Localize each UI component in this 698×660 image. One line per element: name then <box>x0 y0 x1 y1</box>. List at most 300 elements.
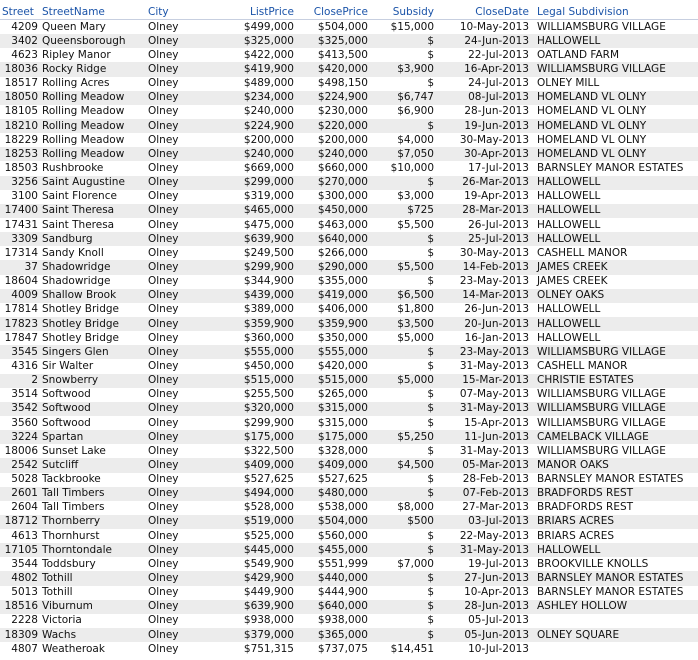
cell-street-name: Tothill <box>40 571 146 585</box>
cell-city: Olney <box>148 642 179 655</box>
cell-street-name: Saint Augustine <box>40 176 146 190</box>
cell-close-price: $515,000 <box>296 374 370 388</box>
cell-close-price: $480,000 <box>296 487 370 501</box>
table-row <box>0 161 698 175</box>
cell-street-number: 2228 <box>11 614 38 627</box>
cell-close-date: 16-Apr-2013 <box>436 62 531 76</box>
cell-list-price: $234,000 <box>198 91 296 105</box>
cell-subsidy: $ <box>370 628 436 642</box>
cell-list-price: $669,000 <box>243 161 294 174</box>
cell-subsidy: $ <box>427 359 434 372</box>
header-legal-subdivision[interactable]: Legal Subdivision <box>531 5 698 20</box>
table-row <box>0 232 698 246</box>
cell-list-price: $422,000 <box>243 48 294 61</box>
cell-street-name: Rolling Acres <box>42 77 110 90</box>
cell-subsidy: $6,747 <box>370 91 436 105</box>
cell-list-price: $379,000 <box>198 628 296 642</box>
cell-legal-subdivision: HALLOWELL <box>537 331 601 344</box>
cell-close-price: $240,000 <box>296 147 370 161</box>
cell-close-price: $220,000 <box>296 119 370 133</box>
cell-close-date: 19-Jul-2013 <box>468 557 529 570</box>
cell-close-price: $328,000 <box>317 444 368 457</box>
cell-close-date: 10-May-2013 <box>459 20 529 33</box>
cell-subsidy: $725 <box>370 204 436 218</box>
table-row <box>0 416 698 430</box>
cell-list-price: $319,000 <box>243 190 294 203</box>
cell-city: Olney <box>146 430 198 444</box>
cell-street-name: Queensborough <box>40 34 146 48</box>
cell-close-price: $504,000 <box>296 515 370 529</box>
cell-close-price: $355,000 <box>317 275 368 288</box>
cell-close-price: $224,900 <box>296 91 370 105</box>
cell-legal-subdivision: HOMELAND VL OLNY <box>531 147 698 161</box>
cell-street-name: Shotley Bridge <box>42 303 120 316</box>
table-row <box>0 402 698 416</box>
cell-legal-subdivision: HALLOWELL <box>531 317 698 331</box>
cell-list-price: $175,000 <box>198 430 296 444</box>
cell-legal-subdivision: CAMELBACK VILLAGE <box>531 430 698 444</box>
cell-legal-subdivision: WILLIAMSBURG VILLAGE <box>537 388 666 401</box>
cell-close-price: $230,000 <box>317 105 368 118</box>
table-row <box>0 571 698 585</box>
cell-subsidy: $ <box>370 600 436 614</box>
cell-list-price: $255,500 <box>243 388 294 401</box>
cell-street-number: 2 <box>0 374 40 388</box>
cell-city: Olney <box>146 204 198 218</box>
cell-street-number: 17400 <box>0 204 40 218</box>
table-row <box>0 444 698 458</box>
cell-street-number: 18517 <box>4 77 38 90</box>
cell-street-name: Ripley Manor <box>42 48 111 61</box>
cell-legal-subdivision: JAMES CREEK <box>531 260 698 274</box>
cell-subsidy: $3,000 <box>397 190 434 203</box>
table-row <box>0 204 698 218</box>
cell-street-name: Thorntondale <box>40 543 146 557</box>
cell-legal-subdivision: WILLIAMSBURG VILLAGE <box>537 416 666 429</box>
cell-close-date: 23-May-2013 <box>436 345 531 359</box>
cell-legal-subdivision: WILLIAMSBURG VILLAGE <box>537 444 666 457</box>
table-row <box>0 317 698 331</box>
cell-close-price: $640,000 <box>296 232 370 246</box>
cell-close-price: $365,000 <box>296 628 370 642</box>
table-row <box>0 133 698 147</box>
cell-street-name: Shallow Brook <box>40 289 146 303</box>
cell-subsidy: $ <box>427 246 434 259</box>
cell-city: Olney <box>146 345 198 359</box>
cell-list-price: $429,900 <box>198 571 296 585</box>
listings-table <box>0 5 698 656</box>
cell-street-number: 2601 <box>0 487 40 501</box>
cell-list-price: $449,900 <box>243 586 294 599</box>
cell-legal-subdivision: OLNEY MILL <box>537 77 600 90</box>
cell-legal-subdivision: JAMES CREEK <box>537 275 608 288</box>
cell-street-name: Wachs <box>40 628 146 642</box>
cell-subsidy: $ <box>370 119 436 133</box>
cell-city: Olney <box>146 374 198 388</box>
cell-close-date: 28-Mar-2013 <box>436 204 531 218</box>
cell-street-number: 18309 <box>0 628 40 642</box>
cell-close-price: $560,000 <box>317 529 368 542</box>
cell-list-price: $389,000 <box>243 303 294 316</box>
cell-close-price: $175,000 <box>296 430 370 444</box>
cell-legal-subdivision: BRIARS ACRES <box>531 515 698 529</box>
cell-list-price: $639,900 <box>198 232 296 246</box>
cell-close-date: 31-May-2013 <box>436 402 531 416</box>
cell-street-number: 18712 <box>0 515 40 529</box>
cell-city: Olney <box>146 176 198 190</box>
cell-street-name: Sunset Lake <box>42 444 106 457</box>
cell-street-name: Softwood <box>42 388 91 401</box>
cell-city: Olney <box>148 303 179 316</box>
cell-city: Olney <box>146 147 198 161</box>
table-row <box>0 557 698 571</box>
cell-street-name: Shotley Bridge <box>40 317 146 331</box>
table-row <box>0 501 698 515</box>
cell-city: Olney <box>146 317 198 331</box>
cell-list-price: $499,000 <box>243 20 294 33</box>
header-city[interactable]: City <box>146 5 198 20</box>
cell-close-price: $660,000 <box>317 161 368 174</box>
cell-street-number: 17314 <box>4 246 38 259</box>
cell-subsidy: $ <box>427 388 434 401</box>
cell-legal-subdivision: CHRISTIE ESTATES <box>531 374 698 388</box>
cell-close-date: 08-Jul-2013 <box>436 91 531 105</box>
cell-subsidy: $ <box>427 473 434 486</box>
cell-close-date: 10-Jul-2013 <box>468 642 529 655</box>
table-row <box>0 176 698 190</box>
cell-subsidy: $ <box>370 543 436 557</box>
table-row <box>0 91 698 105</box>
cell-legal-subdivision: HOMELAND VL OLNY <box>531 91 698 105</box>
header-subsidy[interactable]: Subsidy <box>370 5 436 20</box>
cell-street-number: 18036 <box>0 62 40 76</box>
cell-close-price: $325,000 <box>296 34 370 48</box>
cell-subsidy: $6,500 <box>370 289 436 303</box>
cell-street-number: 3542 <box>0 402 40 416</box>
cell-street-number: 3100 <box>11 190 38 203</box>
cell-city: Olney <box>146 119 198 133</box>
cell-city: Olney <box>146 91 198 105</box>
table-row <box>0 190 698 204</box>
cell-legal-subdivision: HALLOWELL <box>531 34 698 48</box>
cell-city: Olney <box>146 289 198 303</box>
cell-list-price: $450,000 <box>243 359 294 372</box>
cell-street-number: 5013 <box>11 586 38 599</box>
header-list-price[interactable]: ListPrice <box>198 5 296 20</box>
cell-subsidy: $7,050 <box>370 147 436 161</box>
cell-close-price: $450,000 <box>296 204 370 218</box>
cell-list-price: $494,000 <box>198 487 296 501</box>
cell-subsidy: $ <box>370 176 436 190</box>
cell-street-number: 4009 <box>0 289 40 303</box>
table-row <box>0 275 698 289</box>
cell-subsidy: $ <box>427 444 434 457</box>
table-row <box>0 105 698 119</box>
cell-subsidy: $7,000 <box>397 557 434 570</box>
cell-close-price: $527,625 <box>317 473 368 486</box>
cell-street-name: Thornhurst <box>42 529 100 542</box>
cell-street-name: Saint Theresa <box>42 218 115 231</box>
table-body <box>0 20 698 657</box>
cell-street-number: 17105 <box>0 543 40 557</box>
cell-city: Olney <box>146 260 198 274</box>
cell-list-price: $519,000 <box>198 515 296 529</box>
table-row <box>0 147 698 161</box>
cell-street-number: 3545 <box>0 345 40 359</box>
table-row <box>0 487 698 501</box>
cell-close-date: 07-May-2013 <box>459 388 529 401</box>
cell-legal-subdivision: CASHELL MANOR <box>537 246 628 259</box>
cell-street-name: Tall Timbers <box>40 487 146 501</box>
cell-list-price: $938,000 <box>243 614 294 627</box>
cell-close-price: $551,999 <box>317 557 368 570</box>
table-row <box>0 303 698 317</box>
cell-legal-subdivision <box>531 642 698 656</box>
cell-close-price: $504,000 <box>317 20 368 33</box>
cell-list-price: $639,900 <box>198 600 296 614</box>
cell-subsidy: $5,250 <box>370 430 436 444</box>
cell-legal-subdivision: WILLIAMSBURG VILLAGE <box>531 62 698 76</box>
cell-close-price: $266,000 <box>317 246 368 259</box>
cell-street-number: 18050 <box>0 91 40 105</box>
table-row <box>0 77 698 91</box>
table-row <box>0 614 698 628</box>
table-row <box>0 628 698 642</box>
cell-close-date: 19-Jun-2013 <box>436 119 531 133</box>
cell-city: Olney <box>148 105 179 118</box>
cell-street-name: Spartan <box>40 430 146 444</box>
cell-street-number: 3402 <box>0 34 40 48</box>
cell-legal-subdivision: OLNEY SQUARE <box>531 628 698 642</box>
table-row <box>0 430 698 444</box>
cell-close-date: 31-May-2013 <box>436 543 531 557</box>
cell-close-date: 26-Jul-2013 <box>468 218 529 231</box>
cell-street-name: Sandburg <box>40 232 146 246</box>
cell-street-name: Softwood <box>40 402 146 416</box>
cell-close-price: $538,000 <box>317 501 368 514</box>
cell-street-name: Shotley Bridge <box>42 331 120 344</box>
table-row <box>0 529 698 543</box>
cell-street-name: Saint Theresa <box>40 204 146 218</box>
cell-close-date: 26-Mar-2013 <box>436 176 531 190</box>
cell-legal-subdivision: HALLOWELL <box>537 190 601 203</box>
cell-subsidy: $ <box>427 416 434 429</box>
table-row <box>0 48 698 62</box>
cell-city: Olney <box>148 275 179 288</box>
cell-close-price: $463,000 <box>317 218 368 231</box>
header-close-price[interactable]: ClosePrice <box>296 5 370 20</box>
cell-city: Olney <box>146 628 198 642</box>
table-row <box>0 388 698 402</box>
cell-legal-subdivision: HALLOWELL <box>537 303 601 316</box>
cell-street-name: Sir Walter <box>42 359 94 372</box>
cell-close-price: $737,075 <box>317 642 368 655</box>
cell-street-name: Shadowridge <box>40 260 146 274</box>
cell-close-price: $413,500 <box>317 48 368 61</box>
cell-legal-subdivision: MANOR OAKS <box>531 458 698 472</box>
cell-list-price: $322,500 <box>243 444 294 457</box>
cell-subsidy: $ <box>370 402 436 416</box>
cell-street-number: 17847 <box>4 331 38 344</box>
cell-close-price: $555,000 <box>296 345 370 359</box>
cell-legal-subdivision: WILLIAMSBURG VILLAGE <box>537 20 666 33</box>
cell-close-price: $350,000 <box>317 331 368 344</box>
cell-legal-subdivision: BARNSLEY MANOR ESTATES <box>537 586 684 599</box>
cell-subsidy: $1,800 <box>397 303 434 316</box>
cell-city: Olney <box>148 331 179 344</box>
cell-list-price: $299,000 <box>198 176 296 190</box>
cell-street-name: Rolling Meadow <box>40 119 146 133</box>
header-close-date[interactable]: CloseDate <box>436 5 531 20</box>
cell-legal-subdivision: BARNSLEY MANOR ESTATES <box>537 473 684 486</box>
cell-street-name: Queen Mary <box>42 20 106 33</box>
cell-city: Olney <box>148 218 179 231</box>
table-row <box>0 289 698 303</box>
cell-list-price: $419,900 <box>198 62 296 76</box>
cell-street-number: 18604 <box>4 275 38 288</box>
cell-legal-subdivision: HALLOWELL <box>531 204 698 218</box>
table-row <box>0 586 698 600</box>
cell-street-number: 17431 <box>4 218 38 231</box>
cell-legal-subdivision: HALLOWELL <box>531 543 698 557</box>
cell-close-price: $300,000 <box>317 190 368 203</box>
cell-close-price: $420,000 <box>317 359 368 372</box>
cell-city: Olney <box>148 614 179 627</box>
cell-city: Olney <box>146 62 198 76</box>
cell-close-price: $270,000 <box>296 176 370 190</box>
table-row <box>0 34 698 48</box>
cell-subsidy: $4,000 <box>397 133 434 146</box>
cell-close-price: $315,000 <box>317 416 368 429</box>
cell-close-price: $315,000 <box>296 402 370 416</box>
cell-street-name: Viburnum <box>40 600 146 614</box>
cell-street-name: Sandy Knoll <box>42 246 104 259</box>
cell-legal-subdivision: HALLOWELL <box>531 176 698 190</box>
cell-close-date: 22-May-2013 <box>459 529 529 542</box>
cell-close-price: $498,150 <box>317 77 368 90</box>
cell-close-price: $409,000 <box>296 458 370 472</box>
cell-subsidy: $ <box>370 345 436 359</box>
cell-street-number: 37 <box>0 260 40 274</box>
cell-city: Olney <box>146 232 198 246</box>
cell-close-date: 28-Jun-2013 <box>464 105 529 118</box>
cell-close-date: 14-Feb-2013 <box>436 260 531 274</box>
cell-city: Olney <box>148 246 179 259</box>
cell-close-price: $420,000 <box>296 62 370 76</box>
cell-close-price: $290,000 <box>296 260 370 274</box>
cell-list-price: $344,900 <box>243 275 294 288</box>
cell-list-price: $359,900 <box>198 317 296 331</box>
header-row <box>0 5 698 20</box>
cell-street-name: Singers Glen <box>40 345 146 359</box>
table-row <box>0 359 698 373</box>
cell-close-date: 05-Jul-2013 <box>468 614 529 627</box>
cell-street-number: 3560 <box>11 416 38 429</box>
cell-list-price: $240,000 <box>243 105 294 118</box>
cell-street-name: Tackbrooke <box>42 473 101 486</box>
cell-city: Olney <box>148 388 179 401</box>
table-row <box>0 515 698 529</box>
cell-subsidy: $10,000 <box>390 161 434 174</box>
cell-city: Olney <box>148 161 179 174</box>
cell-list-price: $409,000 <box>198 458 296 472</box>
cell-street-name: Weatheroak <box>42 642 105 655</box>
cell-close-date: 19-Apr-2013 <box>464 190 529 203</box>
cell-street-number: 18210 <box>0 119 40 133</box>
cell-street-number: 18516 <box>0 600 40 614</box>
cell-list-price: $555,000 <box>198 345 296 359</box>
cell-close-date: 11-Jun-2013 <box>436 430 531 444</box>
cell-list-price: $751,315 <box>243 642 294 655</box>
cell-close-date: 26-Jun-2013 <box>464 303 529 316</box>
table-row <box>0 218 698 232</box>
cell-street-name: Rolling Meadow <box>40 91 146 105</box>
cell-close-date: 25-Jul-2013 <box>436 232 531 246</box>
cell-street-name: Softwood <box>42 416 91 429</box>
cell-street-name: Rocky Ridge <box>40 62 146 76</box>
cell-legal-subdivision: ASHLEY HOLLOW <box>531 600 698 614</box>
cell-legal-subdivision: BARNSLEY MANOR ESTATES <box>531 571 698 585</box>
cell-street-name: Rushbrooke <box>42 161 104 174</box>
cell-subsidy: $ <box>370 487 436 501</box>
cell-street-number: 4613 <box>11 529 38 542</box>
cell-subsidy: $ <box>370 571 436 585</box>
cell-close-date: 27-Mar-2013 <box>462 501 529 514</box>
cell-street-name: Snowberry <box>40 374 146 388</box>
table-row <box>0 543 698 557</box>
cell-city: Olney <box>146 458 198 472</box>
cell-subsidy: $5,000 <box>397 331 434 344</box>
cell-street-number: 3309 <box>0 232 40 246</box>
cell-street-number: 18253 <box>0 147 40 161</box>
cell-street-number: 17814 <box>4 303 38 316</box>
cell-subsidy: $4,500 <box>370 458 436 472</box>
cell-close-price: $359,900 <box>296 317 370 331</box>
cell-list-price: $527,625 <box>243 473 294 486</box>
cell-close-date: 15-Mar-2013 <box>436 374 531 388</box>
cell-close-price: $640,000 <box>296 600 370 614</box>
cell-legal-subdivision: BRIARS ACRES <box>537 529 615 542</box>
cell-legal-subdivision: OLNEY OAKS <box>531 289 698 303</box>
cell-city: Olney <box>148 444 179 457</box>
cell-list-price: $320,000 <box>198 402 296 416</box>
table-row <box>0 62 698 76</box>
cell-street-number: 4209 <box>11 20 38 33</box>
cell-close-date: 20-Jun-2013 <box>436 317 531 331</box>
cell-city: Olney <box>148 473 179 486</box>
cell-list-price: $224,900 <box>198 119 296 133</box>
cell-legal-subdivision: BARNSLEY MANOR ESTATES <box>537 161 684 174</box>
header-street-number[interactable]: Street <box>0 5 40 20</box>
cell-close-date: 07-Feb-2013 <box>436 487 531 501</box>
cell-street-number: 3256 <box>0 176 40 190</box>
cell-street-number: 18503 <box>4 161 38 174</box>
cell-legal-subdivision: BRADFORDS REST <box>531 487 698 501</box>
cell-list-price: $475,000 <box>243 218 294 231</box>
cell-subsidy: $ <box>427 529 434 542</box>
cell-close-date: 23-May-2013 <box>459 275 529 288</box>
cell-street-name: Toddsbury <box>42 557 96 570</box>
cell-street-number: 18105 <box>4 105 38 118</box>
cell-street-name: Rolling Meadow <box>40 147 146 161</box>
cell-street-number: 4316 <box>11 359 38 372</box>
cell-city: Olney <box>148 501 179 514</box>
cell-close-date: 30-Apr-2013 <box>436 147 531 161</box>
cell-legal-subdivision: CASHELL MANOR <box>537 359 628 372</box>
cell-close-date: 16-Jan-2013 <box>464 331 529 344</box>
header-street-name[interactable]: StreetName <box>40 5 146 20</box>
table-row <box>0 331 698 345</box>
